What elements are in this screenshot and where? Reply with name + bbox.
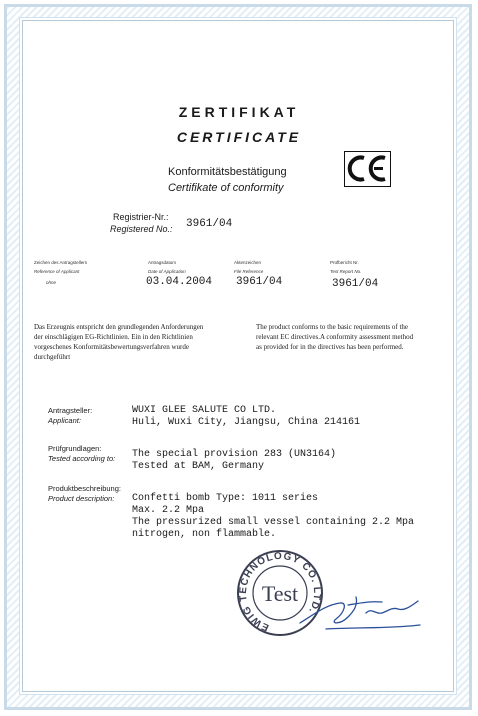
applicant-line: WUXI GLEE SALUTE CO LTD. <box>132 405 277 416</box>
application-date-label-german: Antragsdatum <box>148 260 177 265</box>
ce-mark-icon <box>344 151 391 187</box>
file-reference-value: 3961/04 <box>236 276 283 288</box>
application-date-label-english: Date of Application <box>148 269 186 274</box>
reference-value: ohne <box>46 280 57 285</box>
tested-line: Tested at BAM, Germany <box>132 461 265 472</box>
product-line: Max. 2.2 Mpa <box>132 505 205 516</box>
registration-number: 3961/04 <box>186 218 233 230</box>
statement-english-line: The product conforms to the basic requirements of the <box>256 323 409 331</box>
statement-german <box>34 322 246 362</box>
title-german: ZERTIFIKAT <box>178 104 300 120</box>
statement-german-line: vorgeschenes Konformitätsbewertungsverfahren wurde <box>34 343 189 351</box>
product-line: nitrogen, non flammable. <box>132 529 277 540</box>
statement-german-line: durchgeführt <box>34 353 71 361</box>
applicant-label-english: Applicant: <box>48 416 81 425</box>
file-reference-label-english: File Reference <box>234 269 264 274</box>
product-label-german: Produktbeschreibung: <box>48 484 121 493</box>
stamp-center-text: Test <box>261 581 299 606</box>
statement-english-line: relevant EC directives.A conformity assessment method <box>256 333 414 341</box>
test-report-value: 3961/04 <box>332 278 379 290</box>
statement-english <box>256 322 468 352</box>
statement-german-line: der einschlägigen EG-Richtlinien. Ein in den Richtlinien <box>34 333 193 341</box>
signature <box>296 583 426 642</box>
applicant-line: Huli, Wuxi City, Jiangsu, China 214161 <box>132 417 361 428</box>
applicant-label-german: Antragsteller: <box>48 406 93 415</box>
registration-label-english: Registered No.: <box>110 224 173 234</box>
tested-label-english: Tested according to: <box>48 454 116 463</box>
tested-label-german: Prüfgrundlagen: <box>48 444 102 453</box>
product-value <box>132 493 414 541</box>
application-date-value: 03.04.2004 <box>146 276 213 288</box>
reference-label-german: Zeichen des Antragstellers <box>34 260 88 265</box>
product-line: The pressurized small vessel containing 2.2 Mpa <box>132 517 415 528</box>
registration-label-german: Registrier-Nr.: <box>113 212 169 222</box>
reference-label-english: Reference of Applicant <box>34 269 80 274</box>
test-report-label-german: Prüfbericht Nr. <box>330 260 359 265</box>
statement-german-line: Das Erzeugnis entspricht den grundlegenden Anforderungen <box>34 323 204 331</box>
title-english: CERTIFICATE <box>176 129 302 145</box>
file-reference-label-german: Aktenzeichen <box>234 260 262 265</box>
tested-value <box>132 449 336 473</box>
subtitle-english: Certifikate of conformity <box>168 182 284 194</box>
statement-english-line: as provided for in the directives has been performed. <box>256 343 404 351</box>
subtitle-german: Konformitätsbestätigung <box>168 166 287 178</box>
stamp-ring-text: EWIG TECHNOLOGY CO. LTD. <box>237 550 323 633</box>
tested-line: The special provision 283 (UN3164) <box>132 449 337 460</box>
applicant-value <box>132 405 360 429</box>
product-line: Confetti bomb Type: 1011 series <box>132 493 319 504</box>
product-label-english: Product description: <box>48 494 115 503</box>
test-report-label-english: Test Report No. <box>330 269 362 274</box>
